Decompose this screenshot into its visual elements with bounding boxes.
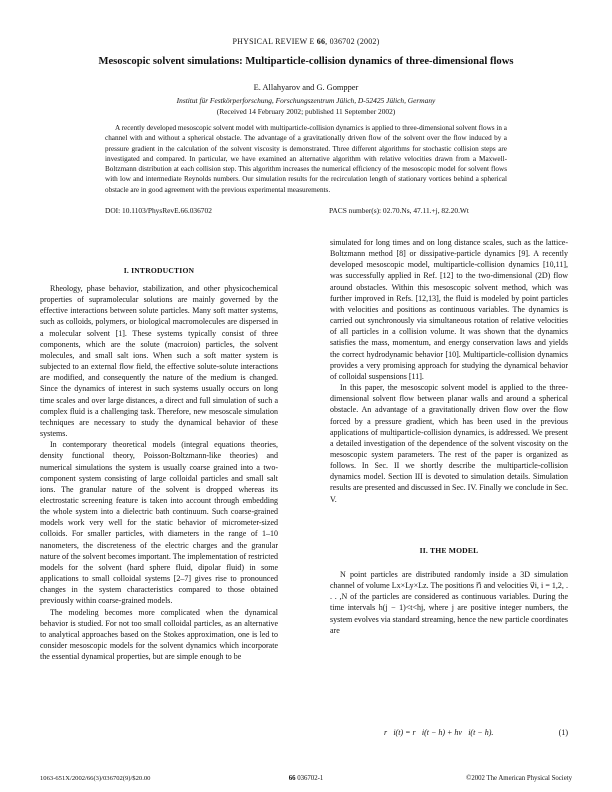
- paragraph: The modeling becomes more complicated when the dynamical behavior is studied. For not too small colloidal particles, as an alternative to analytical approaches based on the Stokes approximation, one is led to consider mesoscopic models for the solvent dynamics which incorporate the essential dynamical properties, but are simple enough to be: [40, 607, 278, 662]
- right-column-bottom: [330, 569, 568, 636]
- copyright: ©2002 The American Physical Society: [466, 775, 572, 782]
- paragraph: In contemporary theoretical models (integral equations theories, density functional theory, Poisson-Boltzmann-like theories) and numerical simulations the system is usually coarse grained into a two-component system consisting of large colloidal particles and small salt ions. The granular nature of the solvent is dropped whereas its electrostatic screening feature is taken into account through embedding the whole system into a dielectric bath continuum. Such coarse-grained models work very well for the static behavior of micrometer-sized colloids. For smaller particles, with diameters in the range of 1–10 nanometers, the discreteness of the electric charges and the granular nature of the solvent becomes important. The implementation of restricted models for the solvent (hard sphere fluid, dipolar fluid) in some applications to small colloidal systems [2–7] gives rise to pronounced changes in the system characteristics compared to those obtained previously within coarse-grained models.: [40, 440, 278, 606]
- left-column: [40, 283, 278, 662]
- equation-body: r⃗i(t) = r⃗i(t − h) + hv⃗i(t − h).: [384, 728, 494, 737]
- abstract: A recently developed mesoscopic solvent model with multiparticle-collision dynamics is applied to three-dimensional solvent flows in a channel with and without a spherical obstacle. The advantage of a gravitationally driven flow of the solvent over the flow induced by a pressure gradient in the calculation of the solvent viscosity is demonstrated. Three different algorithms for stochastic collision steps are investigated and compared. In particular, we have examined an alternative algorithm with relative velocities drawn from a Maxwell-Boltzmann distribution at each collision step. This algorithm increases the numerical efficiency of the mesoscopic model for solvent flows with low and intermediate Reynolds numbers. Our simulation results for the recirculation length of stationary vortices behind a spherical obstacle are in good agreement with the previous experimental measurements.: [105, 124, 507, 194]
- received-date: (Received 14 February 2002; published 11 September 2002): [216, 107, 396, 116]
- authors: E. Allahyarov and G. Gompper: [253, 83, 359, 92]
- paragraph: Rheology, phase behavior, stabilization, and other physicochemical properties of supramolecular solutions are mainly governed by the effective interactions between solute particles. Many soft matter systems, such as colloids, polymers, or biological macromolecules are dispersed in a molecular solvent [1]. These systems typically consist of three components, which are the solute (macroion) particles, the solvent molecules, and small salt ions. When such a soft matter system is subjected to an external flow field, the effective solute-solute interactions are modified, and consequently the nature of the medium is changed. Since the dynamics of interest in such systems usually occurs on long time scales and over large distances, a direct and full simulation of such a complex fluid is a challenging task. Therefore, new mesoscale simulation techniques are necessary to study the dynamical behavior of these systems.: [40, 284, 278, 439]
- page-number: 66 036702-1: [288, 775, 324, 782]
- pacs-numbers: PACS number(s): 02.70.Ns, 47.11.+j, 82.20.Wt: [329, 206, 469, 215]
- section-heading-introduction: I. INTRODUCTION: [123, 266, 195, 275]
- equation-number: (1): [558, 728, 568, 737]
- doi: DOI: 10.1103/PhysRevE.66.036702: [105, 206, 212, 215]
- journal-header: PHYSICAL REVIEW E 66, 036702 (2002): [232, 37, 380, 46]
- affiliation: Institut für Festkörperforschung, Forschungszentrum Jülich, D-52425 Jülich, Germany: [176, 96, 436, 105]
- footer-code: 1063-651X/2002/66(3)/036702(9)/$20.00: [40, 775, 151, 782]
- paragraph: In this paper, the mesoscopic solvent model is applied to the three-dimensional solvent flow between planar walls and around a spherical obstacle. An advantage of a gravitationally driven flow over the flow forced by a pressure gradient, which has been used in the previous applications of multiparticle-collision dynamics, is addressed. We present a detailed investigation of the dependence of the solvent viscosity on the mesoscopic system parameters. The rest of the paper is organized as follows. In Sec. II we shortly describe the multiparticle-collision dynamics model. Section III is devoted to simulation details. Simulation results are presented and discussed in Sec. IV. Finally we conclude in Sec. V.: [330, 383, 568, 504]
- section-heading-model: II. THE MODEL: [419, 546, 479, 555]
- right-column-top: [330, 237, 568, 505]
- paragraph: simulated for long times and on long distance scales, such as the lattice-Boltzmann method [8] or dissipative-particle dynamics [9]. A recently developed mesoscopic model, multiparticle-collision dynamics [10,11], was successfully applied in Ref. [12] to the two-dimensional (2D) flow around obstacles. Within this mesoscopic solvent method, which was further improved in Refs. [12,13], the fluid is modeled by point particles with velocities and positions as continuous variables. The dynamics is carried out synchronously via simultaneous rotation of relative velocities of all particles in a collision volume. It was shown that the dynamics satisfies the mass, momentum, and energy conservation laws and yields the correct hydrodynamic behavior [10]. Multiparticle-collision dynamics provides a very promising approach for studying the dynamical behavior of colloidal suspensions [11].: [330, 238, 568, 381]
- paper-title: Mesoscopic solvent simulations: Multiparticle-collision dynamics of three-dimensional flows: [98, 56, 514, 67]
- paragraph: N point particles are distributed randomly inside a 3D simulation channel of volume Lx×Ly×Lz. The positions r⃗i and velocities v⃗i, i = 1,2, . . . ,N of the particles are considered as continuous variables. During the time intervals h(j − 1)<t<hj, where j are positive integer numbers, the system evolves via standard streaming, hence the new particle coordinates are: [330, 570, 568, 635]
